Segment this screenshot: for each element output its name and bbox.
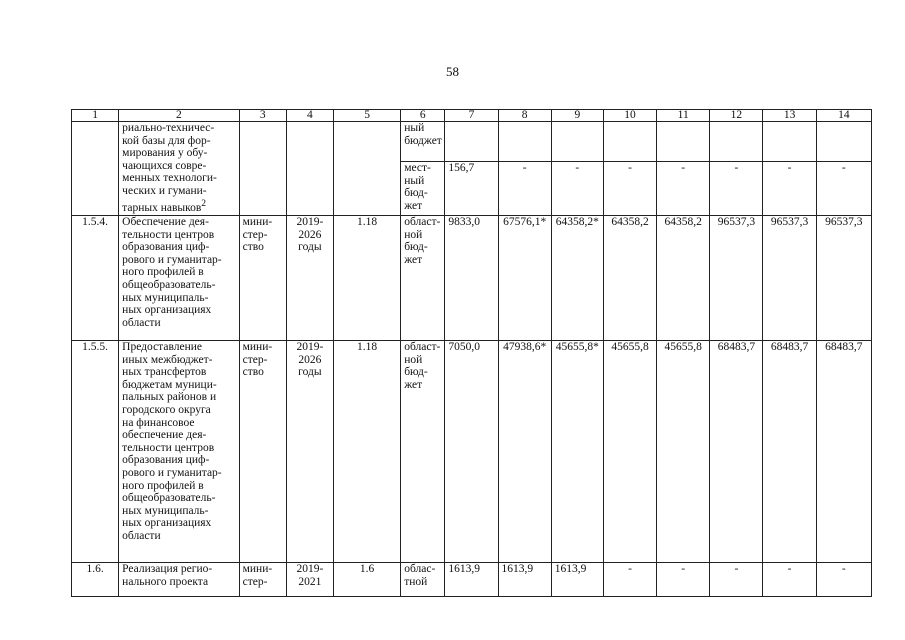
col-header: 11	[657, 110, 710, 122]
period-cell: 2019- 2021	[286, 563, 333, 597]
col-header: 6	[401, 110, 445, 122]
measure-name-cell: Обеспечение дея- тельности центров образования циф- рового и гуманитар- ного профилей в общеобразователь- ных муниципаль- ных организациях области	[119, 216, 239, 341]
period-cell: 2019- 2026 годы	[286, 341, 333, 563]
value-cell	[657, 122, 710, 162]
col-header: 12	[710, 110, 763, 122]
item-number-cell: 1.6.	[72, 563, 119, 597]
indicator-cell: 1.6	[333, 563, 400, 597]
column-number-row	[72, 110, 872, 122]
value-cell: 96537,3	[763, 216, 816, 341]
measure-name-cell: Реализация регио- нального проекта	[119, 563, 239, 597]
value-cell: 68483,7	[710, 341, 763, 563]
value-cell: 9833,0	[445, 216, 498, 341]
value-cell	[763, 122, 816, 162]
value-cell: -	[763, 563, 816, 597]
value-cell: 64358,2*	[551, 216, 603, 341]
budget-table	[71, 109, 872, 597]
col-header: 13	[763, 110, 816, 122]
value-cell: 7050,0	[445, 341, 498, 563]
value-cell: -	[657, 563, 710, 597]
value-cell	[710, 122, 763, 162]
col-header: 9	[551, 110, 603, 122]
value-cell: 1613,9	[445, 563, 498, 597]
executor-cell: мини- стер-	[239, 563, 286, 597]
value-cell: 68483,7	[816, 341, 871, 563]
value-cell: -	[603, 563, 656, 597]
col-header: 8	[498, 110, 551, 122]
value-cell	[603, 122, 656, 162]
value-cell: 45655,8	[657, 341, 710, 563]
col-header: 7	[445, 110, 498, 122]
page-number: 58	[446, 64, 459, 79]
executor-cell	[239, 122, 286, 216]
indicator-cell	[333, 122, 400, 216]
value-cell: 64358,2	[603, 216, 656, 341]
period-cell	[286, 122, 333, 216]
funding-source-cell: област- ной бюд- жет	[401, 341, 445, 563]
value-cell: 64358,2	[657, 216, 710, 341]
item-number-cell: 1.5.5.	[72, 341, 119, 563]
indicator-cell: 1.18	[333, 341, 400, 563]
executor-cell: мини- стер- ство	[239, 341, 286, 563]
col-header: 4	[286, 110, 333, 122]
indicator-cell: 1.18	[333, 216, 400, 341]
table-row	[72, 563, 872, 597]
table-row	[72, 341, 872, 563]
value-cell: 1613,9	[498, 563, 551, 597]
period-cell: 2019- 2026 годы	[286, 216, 333, 341]
col-header: 10	[603, 110, 656, 122]
value-cell: 47938,6*	[498, 341, 551, 563]
value-cell: 68483,7	[763, 341, 816, 563]
table-row	[72, 216, 872, 341]
value-cell: -	[657, 162, 710, 216]
col-header: 3	[239, 110, 286, 122]
col-header: 1	[72, 110, 119, 122]
value-cell: 45655,8	[603, 341, 656, 563]
value-cell: -	[710, 563, 763, 597]
value-cell: -	[816, 162, 871, 216]
col-header: 14	[816, 110, 871, 122]
item-number-cell: 1.5.4.	[72, 216, 119, 341]
value-cell: -	[603, 162, 656, 216]
funding-source-cell: област- ной бюд- жет	[401, 216, 445, 341]
value-cell	[816, 122, 871, 162]
item-number-cell	[72, 122, 119, 216]
value-cell: -	[498, 162, 551, 216]
funding-source-cell: ный бюджет	[401, 122, 445, 162]
value-cell: 1613,9	[551, 563, 603, 597]
value-cell: 156,7	[445, 162, 498, 216]
value-cell: -	[763, 162, 816, 216]
value-cell: -	[710, 162, 763, 216]
col-header: 5	[333, 110, 400, 122]
value-cell: 96537,3	[816, 216, 871, 341]
value-cell	[551, 122, 603, 162]
executor-cell: мини- стер- ство	[239, 216, 286, 341]
col-header: 2	[119, 110, 239, 122]
funding-source-cell: мест- ный бюд- жет	[401, 162, 445, 216]
value-cell: 45655,8*	[551, 341, 603, 563]
measure-name-cell: риально-техничес- кой базы для фор- мирования у обу- чающихся совре- менных технологи- ческих и гумани- тарных навыков$^2$	[119, 122, 239, 216]
measure-name-cell: Предоставление иных межбюджет- ных трансфертов бюджетам муници- пальных районов и городского округа на финансовое обеспечение дея- тельности центров образования циф- рового и гуманитар- ного профилей в общеобразователь- ных муниципаль- ных организациях области	[119, 341, 239, 563]
value-cell: -	[551, 162, 603, 216]
value-cell: 96537,3	[710, 216, 763, 341]
funding-source-cell: облас- тной	[401, 563, 445, 597]
value-cell	[498, 122, 551, 162]
value-cell: -	[816, 563, 871, 597]
table-row	[72, 122, 872, 162]
value-cell	[445, 122, 498, 162]
value-cell: 67576,1*	[498, 216, 551, 341]
